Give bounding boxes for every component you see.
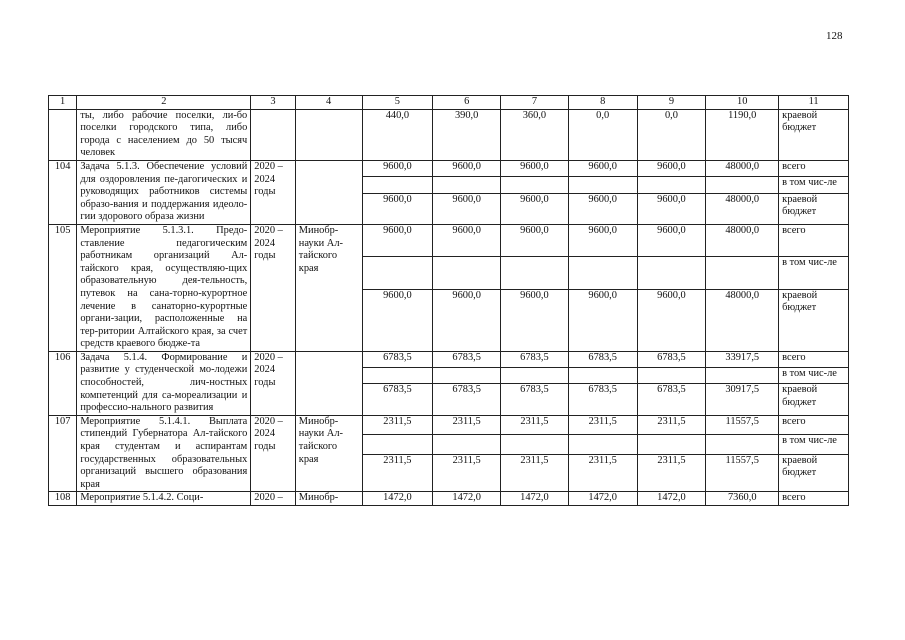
header-cell: 7	[501, 96, 569, 110]
table-row	[49, 351, 849, 367]
budget-table	[48, 95, 849, 506]
executor-cell	[295, 160, 362, 224]
value-cell	[568, 257, 637, 289]
value-cell: 9600,0	[568, 160, 637, 176]
value-cell: 6783,5	[501, 384, 569, 415]
continuation-row	[49, 109, 849, 160]
executor-cell: Минобр-науки Ал-тайского края	[295, 224, 362, 351]
row-number-cell: 104	[49, 160, 77, 224]
funding-source-cell: краевой бюджет	[779, 289, 849, 351]
table-row	[49, 160, 849, 176]
value-cell	[433, 177, 501, 193]
value-cell: 6783,5	[637, 351, 706, 367]
value-cell: 2311,5	[568, 454, 637, 492]
total-cell: 30917,5	[706, 384, 779, 415]
table-row	[49, 415, 849, 434]
value-cell: 2311,5	[433, 415, 501, 434]
value-cell: 9600,0	[362, 289, 433, 351]
funding-source-cell: краевой бюджет	[779, 454, 849, 492]
row-description: Мероприятие 5.1.4.2. Соци-	[77, 492, 251, 506]
value-cell: 9600,0	[637, 193, 706, 224]
header-cell: 8	[568, 96, 637, 110]
value-cell: 6783,5	[433, 351, 501, 367]
value-cell: 6783,5	[501, 351, 569, 367]
value-cell	[362, 257, 433, 289]
funding-source-cell: всего	[779, 492, 849, 506]
row-description: Мероприятие 5.1.3.1. Предо-ставление педагогическим работникам организаций Ал-тайского края, осуществляю-щих образовательную дея-тельность, путевок на сана-торно-курортное лечение в санаторно-курортные органи-зации, расположенные на тер-ритории Алтайского края, за счет средств краевого бюдже-та	[77, 224, 251, 351]
funding-source-cell: краевой бюджет	[779, 193, 849, 224]
value-cell	[501, 435, 569, 454]
row-number-cell: 108	[49, 492, 77, 506]
period-cell: 2020 – 2024 годы	[251, 224, 296, 351]
header-cell: 4	[295, 96, 362, 110]
value-cell: 9600,0	[568, 224, 637, 256]
value-cell	[637, 368, 706, 384]
total-cell: 1190,0	[706, 109, 779, 160]
executor-cell	[295, 109, 362, 160]
value-cell: 2311,5	[637, 415, 706, 434]
value-cell	[568, 368, 637, 384]
value-cell: 6783,5	[433, 384, 501, 415]
value-cell	[433, 257, 501, 289]
funding-source-cell: краевой бюджет	[779, 109, 849, 160]
header-row	[49, 96, 849, 110]
total-cell: 11557,5	[706, 415, 779, 434]
value-cell	[637, 257, 706, 289]
value-cell: 2311,5	[501, 415, 569, 434]
value-cell: 6783,5	[362, 384, 433, 415]
row-description: ты, либо рабочие поселки, ли-бо поселки городского типа, либо города с населением до 50 тысяч человек	[77, 109, 251, 160]
value-cell: 9600,0	[568, 193, 637, 224]
header-cell: 9	[637, 96, 706, 110]
period-cell: 2020 –	[251, 492, 296, 506]
funding-source-cell: в том чис-ле	[779, 257, 849, 289]
total-cell	[706, 435, 779, 454]
value-cell: 9600,0	[501, 224, 569, 256]
value-cell: 9600,0	[433, 193, 501, 224]
executor-cell: Минобр-	[295, 492, 362, 506]
value-cell: 1472,0	[433, 492, 501, 506]
value-cell: 2311,5	[637, 454, 706, 492]
header-cell: 11	[779, 96, 849, 110]
value-cell: 9600,0	[568, 289, 637, 351]
header-cell: 10	[706, 96, 779, 110]
table-row	[49, 224, 849, 256]
value-cell: 6783,5	[568, 384, 637, 415]
value-cell	[501, 177, 569, 193]
funding-source-cell: краевой бюджет	[779, 384, 849, 415]
total-cell: 7360,0	[706, 492, 779, 506]
value-cell	[637, 435, 706, 454]
value-cell: 9600,0	[637, 224, 706, 256]
value-cell	[568, 435, 637, 454]
value-cell: 1472,0	[637, 492, 706, 506]
period-cell: 2020 – 2024 годы	[251, 160, 296, 224]
total-cell	[706, 177, 779, 193]
funding-source-cell: в том чис-ле	[779, 177, 849, 193]
value-cell	[433, 368, 501, 384]
period-cell	[251, 109, 296, 160]
total-cell: 48000,0	[706, 289, 779, 351]
total-cell: 48000,0	[706, 160, 779, 176]
value-cell	[501, 257, 569, 289]
header-cell: 1	[49, 96, 77, 110]
value-cell: 9600,0	[637, 160, 706, 176]
value-cell: 9600,0	[433, 224, 501, 256]
value-cell: 9600,0	[362, 224, 433, 256]
value-cell: 0,0	[568, 109, 637, 160]
value-cell: 0,0	[637, 109, 706, 160]
value-cell: 390,0	[433, 109, 501, 160]
header-cell: 3	[251, 96, 296, 110]
value-cell: 2311,5	[362, 454, 433, 492]
value-cell: 9600,0	[433, 160, 501, 176]
executor-cell: Минобр-науки Ал-тайского края	[295, 415, 362, 492]
value-cell: 9600,0	[637, 289, 706, 351]
value-cell: 6783,5	[637, 384, 706, 415]
header-cell: 5	[362, 96, 433, 110]
value-cell: 2311,5	[433, 454, 501, 492]
executor-cell	[295, 351, 362, 415]
period-cell: 2020 – 2024 годы	[251, 415, 296, 492]
row-number-cell	[49, 109, 77, 160]
row-number-cell: 105	[49, 224, 77, 351]
funding-source-cell: всего	[779, 224, 849, 256]
funding-source-cell: всего	[779, 415, 849, 434]
period-cell: 2020 – 2024 годы	[251, 351, 296, 415]
funding-source-cell: всего	[779, 351, 849, 367]
total-cell: 48000,0	[706, 224, 779, 256]
value-cell: 9600,0	[501, 160, 569, 176]
value-cell	[568, 177, 637, 193]
value-cell: 9600,0	[501, 193, 569, 224]
total-cell	[706, 368, 779, 384]
row-description: Задача 5.1.4. Формирование и развитие у студенческой мо-лодежи способностей, лич-ностных компетенций для са-мореализации и профессио-нального развития	[77, 351, 251, 415]
value-cell: 1472,0	[362, 492, 433, 506]
table-row	[49, 492, 849, 506]
value-cell: 2311,5	[362, 415, 433, 434]
value-cell: 6783,5	[362, 351, 433, 367]
header-cell: 6	[433, 96, 501, 110]
total-cell: 11557,5	[706, 454, 779, 492]
value-cell: 360,0	[501, 109, 569, 160]
total-cell: 33917,5	[706, 351, 779, 367]
value-cell	[433, 435, 501, 454]
value-cell	[362, 177, 433, 193]
value-cell: 2311,5	[501, 454, 569, 492]
header-cell: 2	[77, 96, 251, 110]
value-cell	[362, 368, 433, 384]
value-cell	[501, 368, 569, 384]
funding-source-cell: в том чис-ле	[779, 368, 849, 384]
value-cell: 9600,0	[362, 193, 433, 224]
value-cell	[362, 435, 433, 454]
row-description: Мероприятие 5.1.4.1. Выплата стипендий Губернатора Ал-тайского края студентам и аспирантам государственных образовательных организаций высшего образования края	[77, 415, 251, 492]
page-number: 128	[826, 30, 843, 42]
value-cell: 440,0	[362, 109, 433, 160]
value-cell	[637, 177, 706, 193]
value-cell: 9600,0	[501, 289, 569, 351]
value-cell: 6783,5	[568, 351, 637, 367]
value-cell: 1472,0	[501, 492, 569, 506]
row-number-cell: 106	[49, 351, 77, 415]
funding-source-cell: в том чис-ле	[779, 435, 849, 454]
value-cell: 9600,0	[362, 160, 433, 176]
value-cell: 2311,5	[568, 415, 637, 434]
value-cell: 1472,0	[568, 492, 637, 506]
total-cell	[706, 257, 779, 289]
funding-source-cell: всего	[779, 160, 849, 176]
table-body	[49, 96, 849, 506]
total-cell: 48000,0	[706, 193, 779, 224]
value-cell: 9600,0	[433, 289, 501, 351]
row-number-cell: 107	[49, 415, 77, 492]
row-description: Задача 5.1.3. Обеспечение условий для оздоровления пе-дагогических и руководящих работников системы образо-вания и поддержания идеоло-гии здорового образа жизни	[77, 160, 251, 224]
